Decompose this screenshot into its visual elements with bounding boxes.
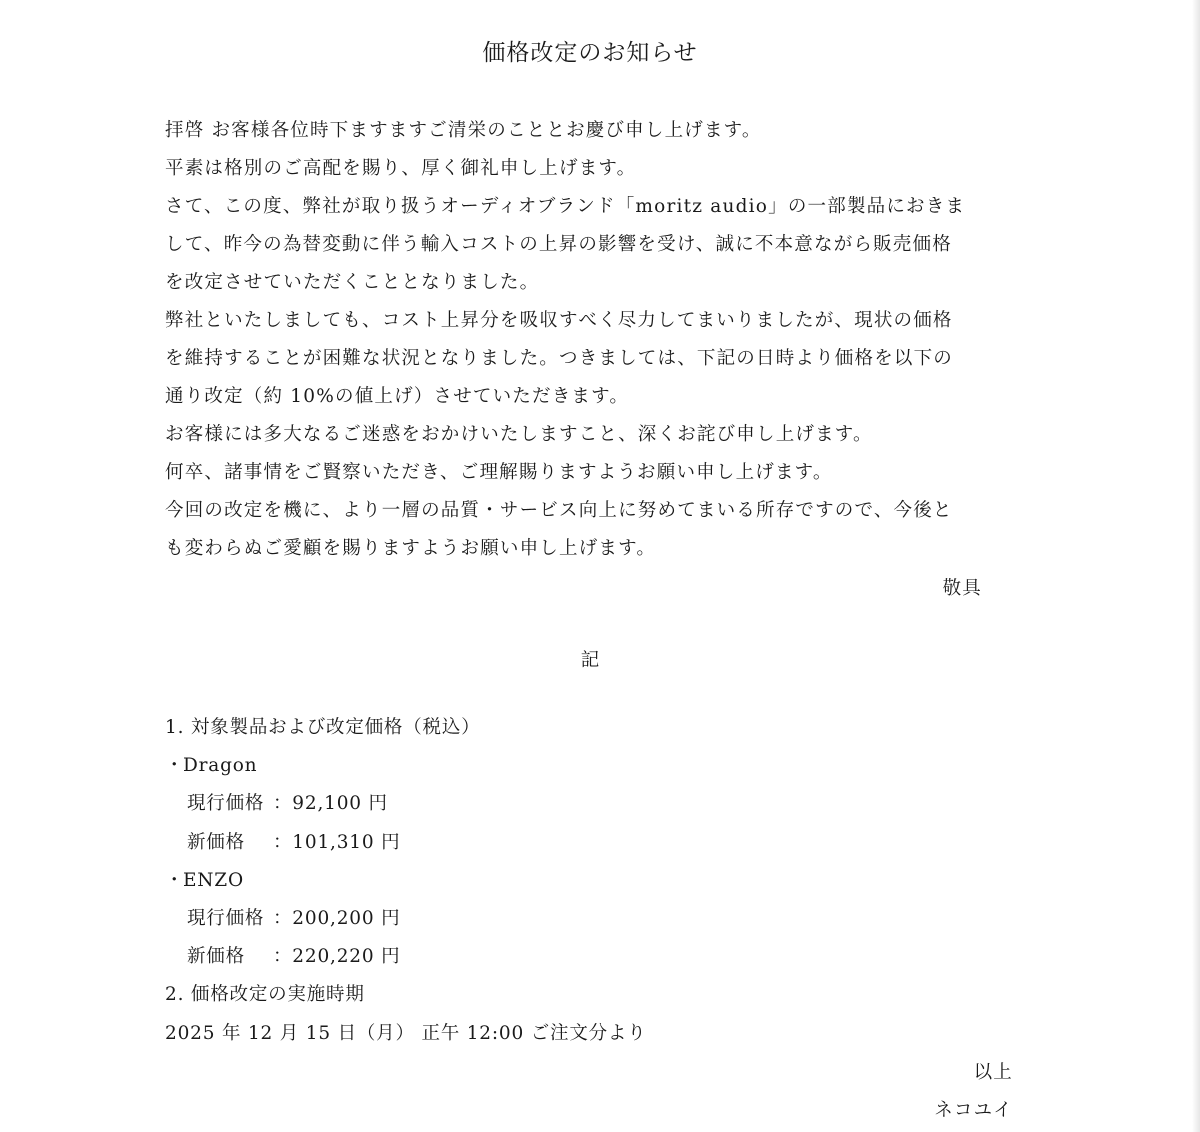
- new-price-row: [165, 824, 647, 862]
- body-line: も変わらぬご愛顧を賜りますようお願い申し上げます。: [165, 538, 657, 559]
- product-name: ENZO: [183, 869, 244, 891]
- section-1-heading: 1. 対象製品および改定価格（税込）: [165, 717, 481, 738]
- current-price-value: ：200,200 円: [273, 908, 401, 930]
- new-price-value: ：101,310 円: [273, 831, 401, 853]
- body-line: お客様には多大なるご迷惑をおかけいたしますこと、深くお詫び申し上げます。: [165, 424, 873, 445]
- page-edge-shadow: [1192, 0, 1200, 1132]
- new-price-label: 新価格: [187, 831, 245, 853]
- current-price-row: [165, 785, 647, 823]
- body-line: 拝啓 お客様各位時下ますますご清栄のこととお慶び申し上げます。: [165, 120, 762, 141]
- new-price-value: ：220,220 円: [273, 946, 401, 968]
- body-line: 今回の改定を機に、より一層の品質・サービス向上に努めてまいる所存ですので、今後と: [165, 500, 953, 521]
- body-line: さて、この度、弊社が取り扱うオーディオブランド「moritz audio」の一部製品におきま: [165, 196, 966, 217]
- product-name-row: [165, 862, 647, 900]
- ki-heading: 記: [580, 650, 600, 671]
- body-line: を改定させていただくこととなりました。: [165, 272, 540, 293]
- new-price-label: 新価格: [187, 946, 245, 968]
- signature: ネコユイ: [934, 1100, 1013, 1121]
- body-line: 弊社といたしましても、コスト上昇分を吸収すべく尽力してまいりましたが、現状の価格: [165, 310, 953, 331]
- closing-keigu: 敬具: [942, 578, 982, 599]
- body-line: を維持することが困難な状況となりました。つきましては、下記の日時より価格を以下の: [165, 348, 954, 369]
- new-price-row: [165, 938, 647, 976]
- effective-date: 2025 年 12 月 15 日（月） 正午 12:00 ご注文分より: [165, 1022, 647, 1044]
- product-name: Dragon: [183, 755, 258, 777]
- body-line: 何卒、諸事情をご賢察いただき、ご理解賜りますようお願い申し上げます。: [165, 462, 833, 483]
- bullet: ・: [165, 755, 185, 777]
- closing-ijou: 以上: [973, 1062, 1013, 1083]
- document-title: 価格改定のお知らせ: [482, 40, 698, 66]
- section-2-heading: 2. 価格改定の実施時期: [165, 984, 365, 1006]
- product-name-row: [165, 747, 647, 785]
- body-line: 平素は格別のご高配を賜り、厚く御礼申し上げます。: [165, 158, 637, 179]
- current-price-row: [165, 900, 647, 938]
- bullet: ・: [165, 869, 185, 891]
- current-price-value: ：92,100 円: [273, 793, 388, 815]
- current-price-label: 現行価格: [187, 793, 265, 815]
- body-line: して、昨今の為替変動に伴う輸入コストの上昇の影響を受け、誠に不本意ながら販売価格: [165, 234, 952, 255]
- body-paragraph: [165, 112, 995, 568]
- current-price-label: 現行価格: [187, 908, 265, 930]
- price-list: [165, 709, 647, 1053]
- body-line: 通り改定（約 10%の値上げ）させていただきます。: [165, 386, 630, 407]
